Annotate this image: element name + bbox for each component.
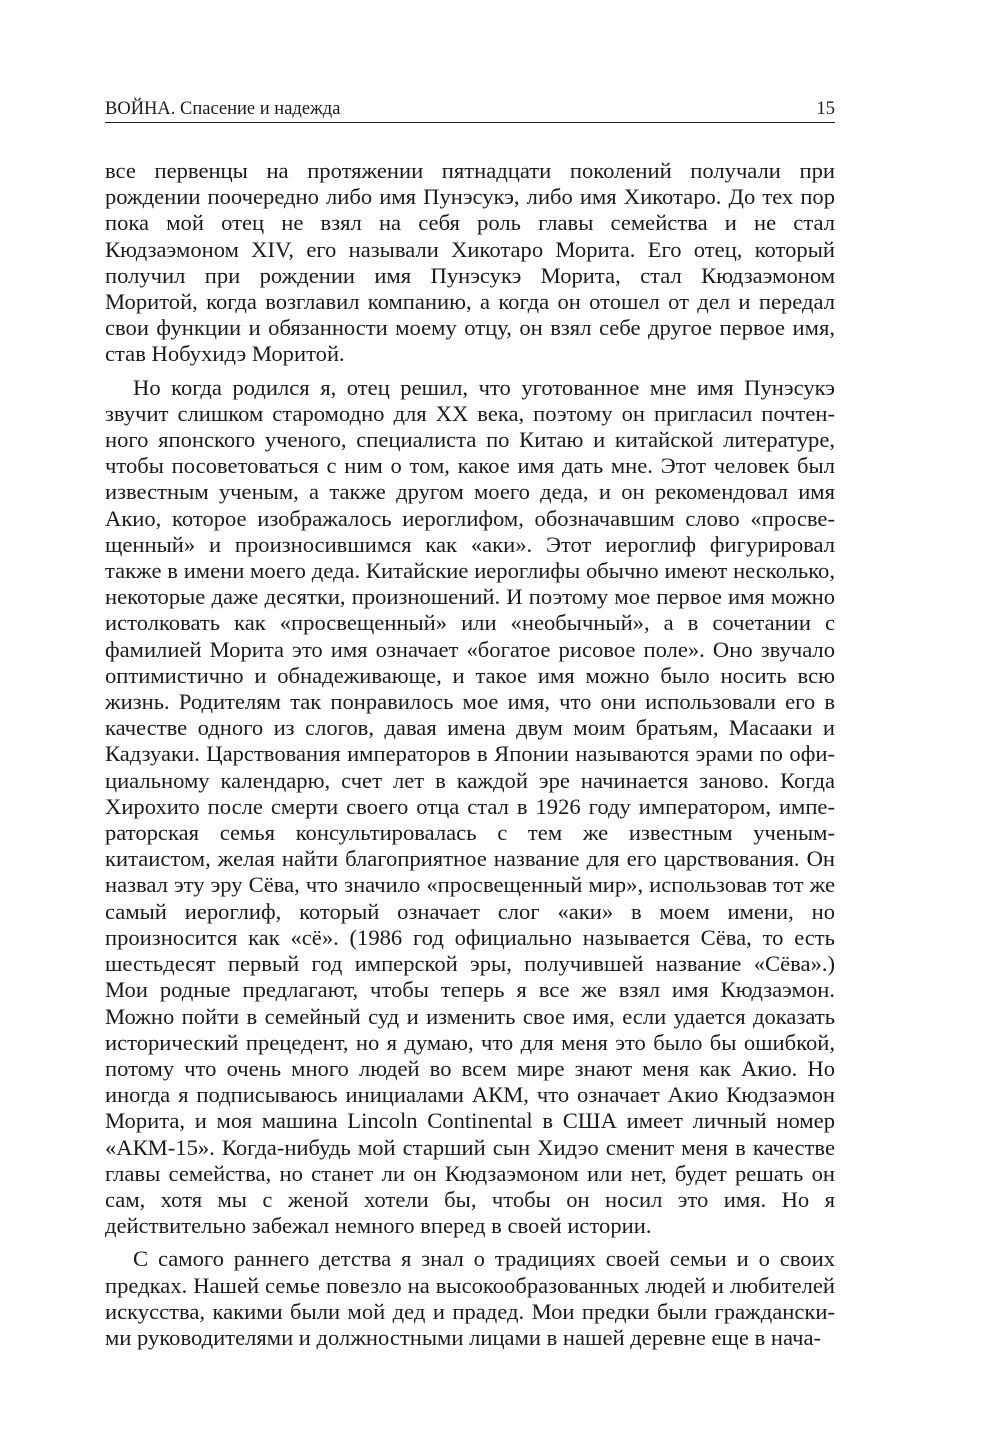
page-number: 15 <box>816 99 835 119</box>
running-header <box>105 98 835 123</box>
running-title: ВОЙНА. Спасение и надежда <box>105 99 341 119</box>
paragraph-2: Но когда родился я, отец решил, что уготованное мне имя Пунэсукэ звучит слишком старомодно для XX века, поэтому он пригласил почтенного японского ученого, специалиста по Китаю и китайской литературе, чтобы посоветоваться с ним о том, какое имя дать мне. Этот человек был известным ученым, а также другом моего деда, и он рекомендовал имя Акио, которое изображалось иероглифом, обозначавшим слово «просвещенный» и произносившимся как «аки». Этот иероглиф фигурировал также в имени моего деда. Китайские иероглифы обычно имеют несколько, некоторые даже десятки, произношений. И поэтому мое первое имя можно истолковать как «просвещенный» или «необычный», а в сочетании с фамилией Морита это имя означает «богатое рисовое поле». Оно звучало оптимистично и обнадеживающе, и такое имя можно было носить всю жизнь. Родителям так понравилось мое имя, что они использовали его в качестве одного из слогов, давая имена двум моим братьям, Масааки и Кадзуаки. Царствования императоров в Японии называются эрами по официальному календарю, счет лет в каждой эре начинается заново. Когда Хирохито после смерти своего отца стал в 1926 году императором, императорская семья консультировалась с тем же известным ученым-китаистом, желая найти благоприятное название для его царствования. Он назвал эту эру Сёва, что значило «просвещенный мир», использовав тот же самый иероглиф, который означает слог «аки» в моем имени, но произносится как «сё». (1986 год официально называется Сёва, то есть шестьдесят первый год имперской эры, получившей название «Сёва».) Мои родные предлагают, чтобы теперь я все же взял имя Кюдзаэмон. Можно пойти в семейный суд и изменить свое имя, если удается доказать исторический прецедент, но я думаю, что для меня это было бы ошибкой, потому что очень много людей во всем мире знают меня как Акио. Но иногда я подписываюсь инициалами АКМ, что означает Акио Кюдзаэмон Морита, и моя машина Lincoln Continental в США имеет личный номер «АКМ-15». Когда-нибудь мой старший сын Хидэо сменит меня в качестве главы семейства, но станет ли он Кюдзаэмоном или нет, будет решать он сам, хотя мы с женой хотели бы, чтобы он носил это имя. Но я действительно забежал немного вперед в своей истории. <box>105 374 835 1239</box>
paragraph-3: С самого раннего детства я знал о традициях своей семьи и о своих предках. Нашей семье повезло на высокообразованных людей и любителей искусства, какими были мой дед и прадед. Мои предки были гражданскими руководителями и должностными лицами в нашей деревне еще в нача- <box>105 1246 835 1350</box>
paragraph-1: все первенцы на протяжении пятнадцати поколений получали при рождении поочередно либо имя Пунэсукэ, либо имя Хикотаро. До тех пор пока мой отец не взял на себя роль главы семейства и не стал Кюдзаэмоном XIV, его называли Хикотаро Морита. Его отец, который получил при рождении имя Пунэсукэ Морита, стал Кюдзаэмоном Моритой, когда возглавил компанию, а когда он отошел от дел и передал свои функции и обязанности моему отцу, он взял себе другое первое имя, став Нобухидэ Моритой. <box>105 158 835 367</box>
body-text <box>105 158 835 1351</box>
